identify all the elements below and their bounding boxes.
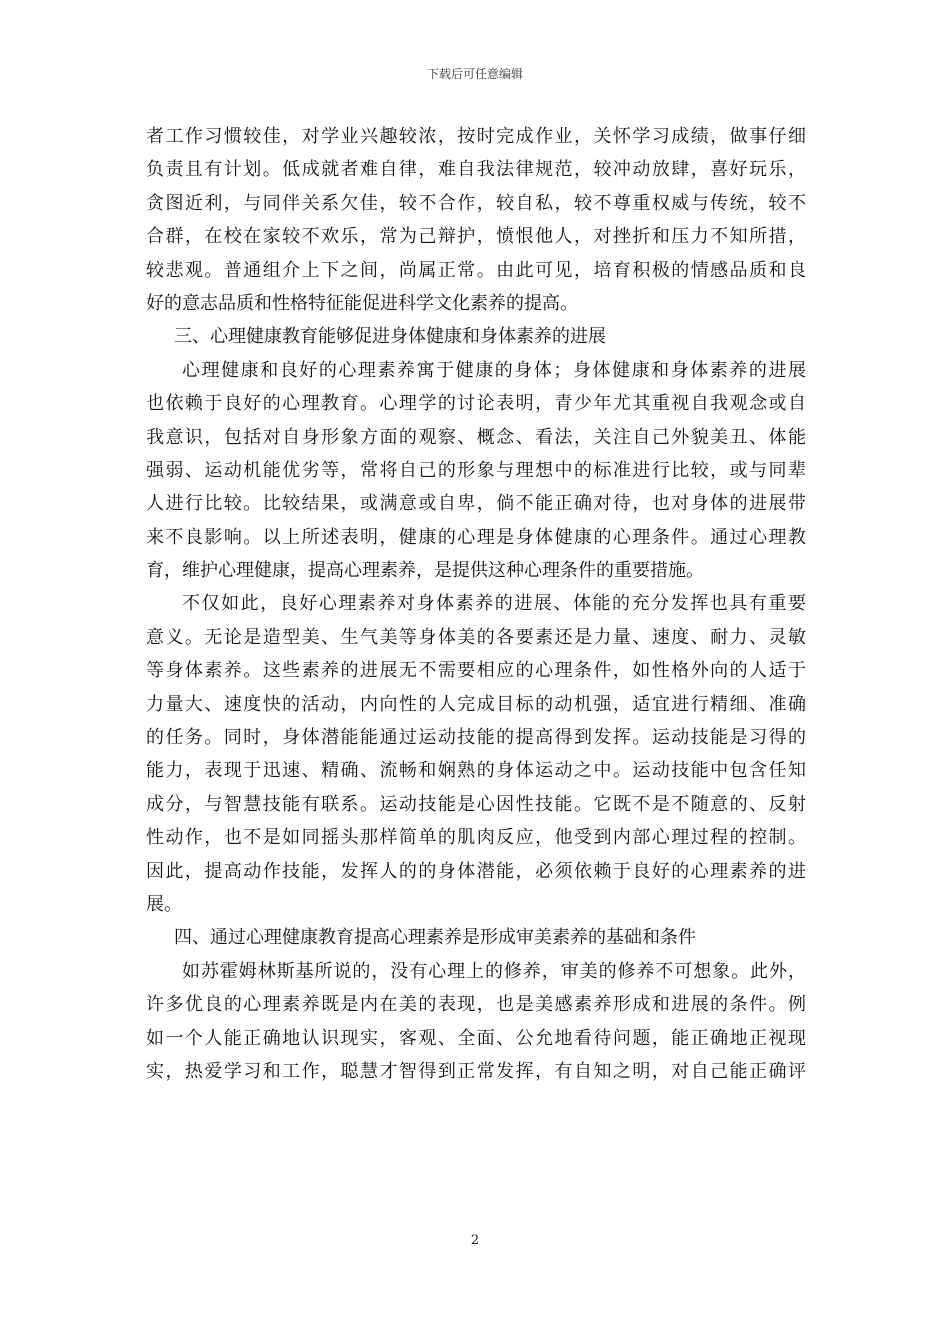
text-line: 成分，与智慧技能有联系。运动技能是心因性技能。它既不是不随意的、反射 [146,793,806,815]
text-line: 来不良影响。以上所述表明，健康的心理是身体健康的心理条件。通过心理教 [146,526,806,548]
text-line: 实，热爱学习和工作，聪慧才智得到正常发挥，有自知之明，对自己能正确评 [146,1060,806,1082]
text-line: 展。 [146,893,182,915]
text-line: 贪图近利，与同伴关系欠佳，较不合作，较自私，较不尊重权威与传统，较不 [146,192,806,214]
text-line: 负责且有计划。低成就者难自律，难自我法律规范，较冲动放肆，喜好玩乐， [146,159,806,181]
text-line: 因此，提高动作技能，发挥人的的身体潜能，必须依赖于良好的心理素养的进 [146,860,806,882]
page-header: 下载后可任意编辑 [426,67,523,81]
text-line: 我意识，包括对自身形象方面的观察、概念、看法，关注自己外貌美丑、体能 [146,426,806,448]
text-line: 心理健康和良好的心理素养寓于健康的身体；身体健康和身体素养的进展 [182,359,806,381]
section-heading: 三、心理健康教育能够促进身体健康和身体素养的进展 [174,326,606,348]
text-line: 人进行比较。比较结果，或满意或自卑，倘不能正确对待，也对身体的进展带 [146,493,806,515]
document-body [146,120,806,1088]
page-number: 2 [470,1233,480,1248]
text-line: 等身体素养。这些素养的进展无不需要相应的心理条件，如性格外向的人适于 [146,660,806,682]
text-line: 不仅如此，良好心理素养对身体素养的进展、体能的充分发挥也具有重要 [182,593,806,615]
text-line: 也依赖于良好的心理教育。心理学的讨论表明，青少年尤其重视自我观念或自 [146,393,806,415]
text-line: 如苏霍姆林斯基所说的，没有心理上的修养，审美的修养不可想象。此外， [182,960,806,982]
text-line: 意义。无论是造型美、生气美等身体美的各要素还是力量、速度、耐力、灵敏 [146,626,806,648]
text-line: 的任务。同时，身体潜能能通过运动技能的提高得到发挥。运动技能是习得的 [146,727,806,749]
text-line: 较悲观。普通组介上下之间，尚属正常。由此可见，培育积极的情感品质和良 [146,259,806,281]
text-line: 许多优良的心理素养既是内在美的表现，也是美感素养形成和进展的条件。例 [146,994,806,1016]
text-line: 如一个人能正确地认识现实，客观、全面、公允地看待问题，能正确地正视现 [146,1027,806,1049]
section-heading: 四、通过心理健康教育提高心理素养是形成审美素养的基础和条件 [174,927,696,949]
text-line: 性动作，也不是如同摇头那样简单的肌肉反应，他受到内部心理过程的控制。 [146,827,806,849]
text-line: 力量大、速度快的活动，内向性的人完成目标的动机强，适宜进行精细、准确 [146,693,806,715]
text-line: 育，维护心理健康，提高心理素养，是提供这种心理条件的重要措施。 [146,560,704,582]
text-line: 强弱、运动机能优劣等，常将自己的形象与理想中的标准进行比较，或与同辈 [146,459,806,481]
text-line: 好的意志品质和性格特征能促进科学文化素养的提高。 [146,292,578,314]
text-line: 者工作习惯较佳，对学业兴趣较浓，按时完成作业，关怀学习成绩，做事仔细 [146,126,806,147]
text-line: 合群，在校在家较不欢乐，常为己辩护，愤恨他人，对挫折和压力不知所措， [146,226,806,248]
text-line: 能力，表现于迅速、精确、流畅和娴熟的身体运动之中。运动技能中包含任知 [146,760,806,782]
